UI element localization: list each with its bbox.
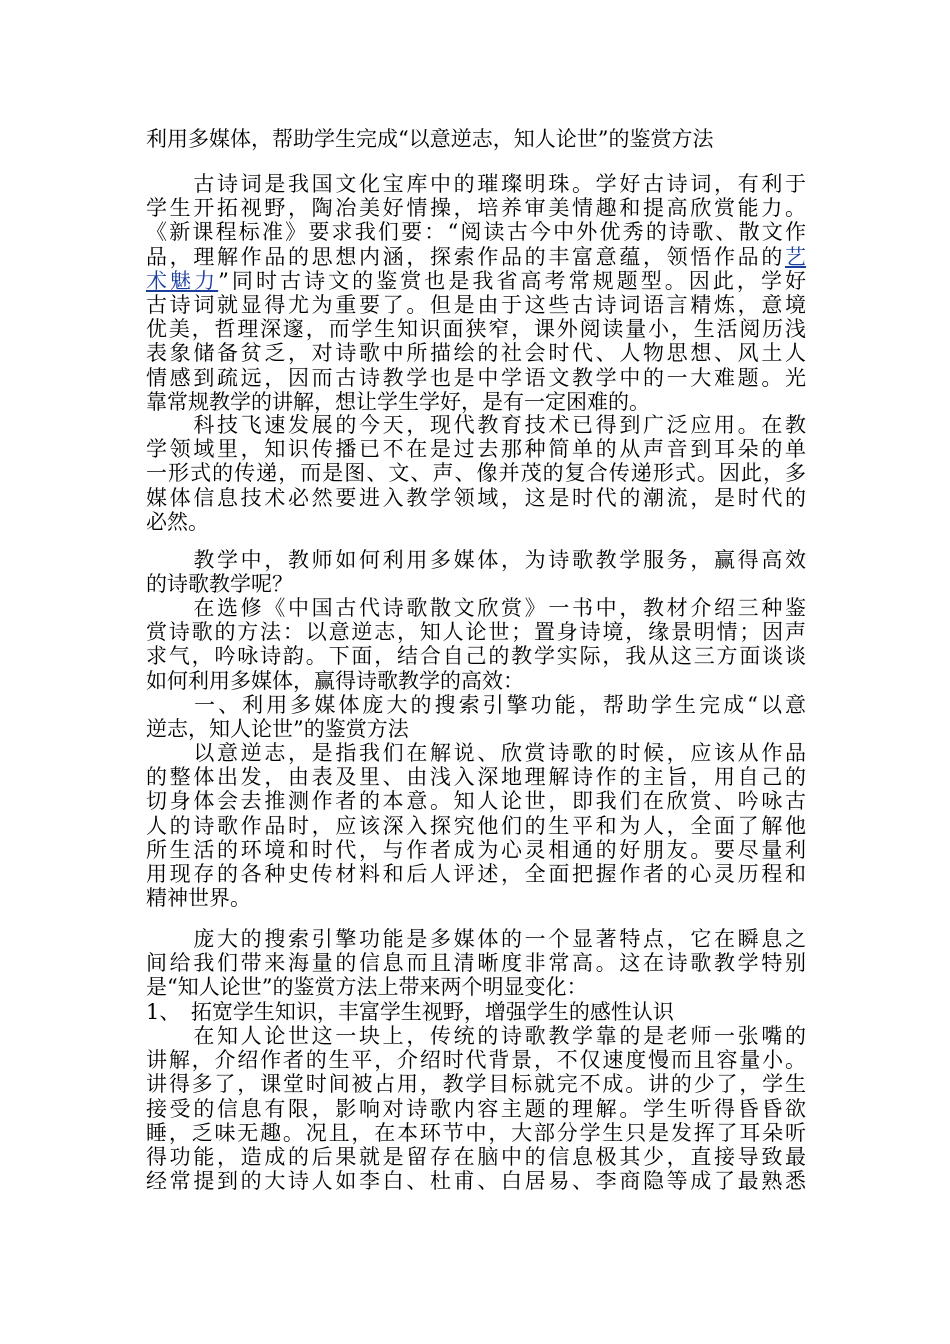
text-line: 如何利用多媒体，赢得诗歌教学的高效： (146, 668, 524, 693)
text-line: 科技飞速发展的今天，现代教育技术已得到广泛应用。在教 (146, 413, 806, 437)
text-line: 切身体会去推测作者的本意。知人论世，即我们在欣赏、吟咏古 (146, 789, 806, 814)
text-line: 间给我们带来海量的信息而且清晰度非常高。这在诗歌教学特别 (146, 951, 806, 976)
text-line: 在选修《中国古代诗歌散文欣赏》一书中，教材介绍三种鉴 (146, 596, 806, 620)
paragraph-definition (146, 741, 806, 910)
text-line: 1、 拓宽学生知识，丰富学生视野，增强学生的感性认识 (146, 1000, 674, 1024)
text-line: 睡，乏味无趣。况且，在本环节中，大部分学生只是发挥了耳朵听 (146, 1120, 806, 1145)
text-line: 的整体出发，由表及里、由浅入深地理解诗作的主旨，用自己的 (146, 765, 806, 790)
text-line: 在知人论世这一块上，传统的诗歌教学靠的是老师一张嘴的 (146, 1024, 806, 1048)
text-line: 古诗词就显得尤为重要了。但是由于这些古诗词语言精炼，意境 (146, 293, 806, 318)
section-heading-1 (146, 693, 806, 741)
text-line: 经常提到的大诗人如李白、杜甫、白居易、李商隐等成了最熟悉 (146, 1169, 806, 1194)
document-title: 利用多媒体，帮助学生完成“以意逆志，知人论世”的鉴赏方法 (146, 127, 714, 151)
paragraph-intro (146, 172, 806, 414)
text-segment: ”同时古诗文的鉴赏也是我省高考常规题型。因此，学好 (218, 268, 806, 293)
text-line: 必然。 (146, 509, 209, 534)
text-line: 庞大的搜索引擎功能是多媒体的一个显著特点，它在瞬息之 (146, 927, 806, 951)
text-line: 是“知人论世”的鉴赏方法上带来两个明显变化： (146, 975, 588, 1000)
text-line: 情感到疏远，因而古诗教学也是中学语文教学中的一大难题。光 (146, 365, 806, 390)
text-line: 求气，吟咏诗韵。下面，结合自己的教学实际，我从这三方面谈谈 (146, 644, 806, 669)
text-line: 人的诗歌作品时，应该深入探究他们的生平和为人，全面了解他 (146, 813, 806, 838)
text-line: 讲得多了，课堂时间被占用，教学目标就完不成。讲的少了，学生 (146, 1072, 806, 1097)
text-line: 学领域里，知识传播已不在是过去那种简单的从声音到耳朵的单 (146, 437, 806, 462)
text-line: 一形式的传递，而是图、文、声、像并茂的复合传递形式。因此，多 (146, 461, 806, 486)
art-charm-link[interactable]: 艺 (785, 244, 806, 269)
text-line (146, 245, 806, 269)
text-line: 靠常规教学的讲解，想让学生学好，是有一定困难的。 (146, 389, 650, 414)
text-line: 表象储备贫乏，对诗歌中所描绘的社会时代、人物思想、风土人 (146, 341, 806, 366)
text-line: 逆志，知人论世”的鉴赏方法 (146, 717, 409, 742)
text-line: 接受的信息有限，影响对诗歌内容主题的理解。学生听得昏昏欲 (146, 1096, 806, 1121)
text-line: 讲解，介绍作者的生平，介绍时代背景，不仅速度慢而且容量小。 (146, 1048, 806, 1073)
text-segment: 品，理解作品的思想内涵，探索作品的丰富意蕴，领悟作品的 (146, 244, 785, 269)
text-line: 教学中，教师如何利用多媒体，为诗歌教学服务，赢得高效 (146, 548, 806, 572)
paragraph-question (146, 548, 806, 596)
text-line: 精神世界。 (146, 886, 251, 911)
text-line: 《新课程标准》要求我们要：“阅读古今中外优秀的诗歌、散文作 (146, 220, 806, 245)
text-line: 古诗词是我国文化宝库中的璀璨明珠。学好古诗词，有利于 (146, 172, 806, 196)
text-line: 用现存的各种史传材料和后人评述，全面把握作者的心灵历程和 (146, 862, 806, 887)
text-line: 得功能，造成的后果就是留存在脑中的信息极其少，直接导致最 (146, 1145, 806, 1170)
text-line: 所生活的环境和时代，与作者成为心灵相通的好朋友。要尽量利 (146, 837, 806, 862)
text-line (146, 269, 806, 293)
paragraph-traditional-teaching (146, 1024, 806, 1193)
paragraph-technology (146, 413, 806, 534)
text-line: 优美，哲理深邃，而学生知识面狭窄，课外阅读量小，生活阅历浅 (146, 317, 806, 342)
text-line: 学生开拓视野，陶冶美好情操，培养审美情趣和提高欣赏能力。 (146, 196, 806, 221)
text-line: 以意逆志，是指我们在解说、欣赏诗歌的时候，应该从作品 (146, 741, 806, 765)
art-charm-link-continued[interactable]: 术魅力 (146, 268, 219, 293)
text-line: 的诗歌教学呢？ (146, 572, 293, 597)
text-line: 媒体信息技术必然要进入教学领域，这是时代的潮流，是时代的 (146, 485, 806, 510)
text-line: 一、利用多媒体庞大的搜索引擎功能，帮助学生完成“以意 (146, 693, 806, 717)
paragraph-search-engine (146, 927, 806, 1000)
text-line: 赏诗歌的方法：以意逆志，知人论世；置身诗境，缘景明情；因声 (146, 620, 806, 645)
paragraph-methods (146, 596, 806, 693)
subheading-1 (146, 1000, 806, 1024)
